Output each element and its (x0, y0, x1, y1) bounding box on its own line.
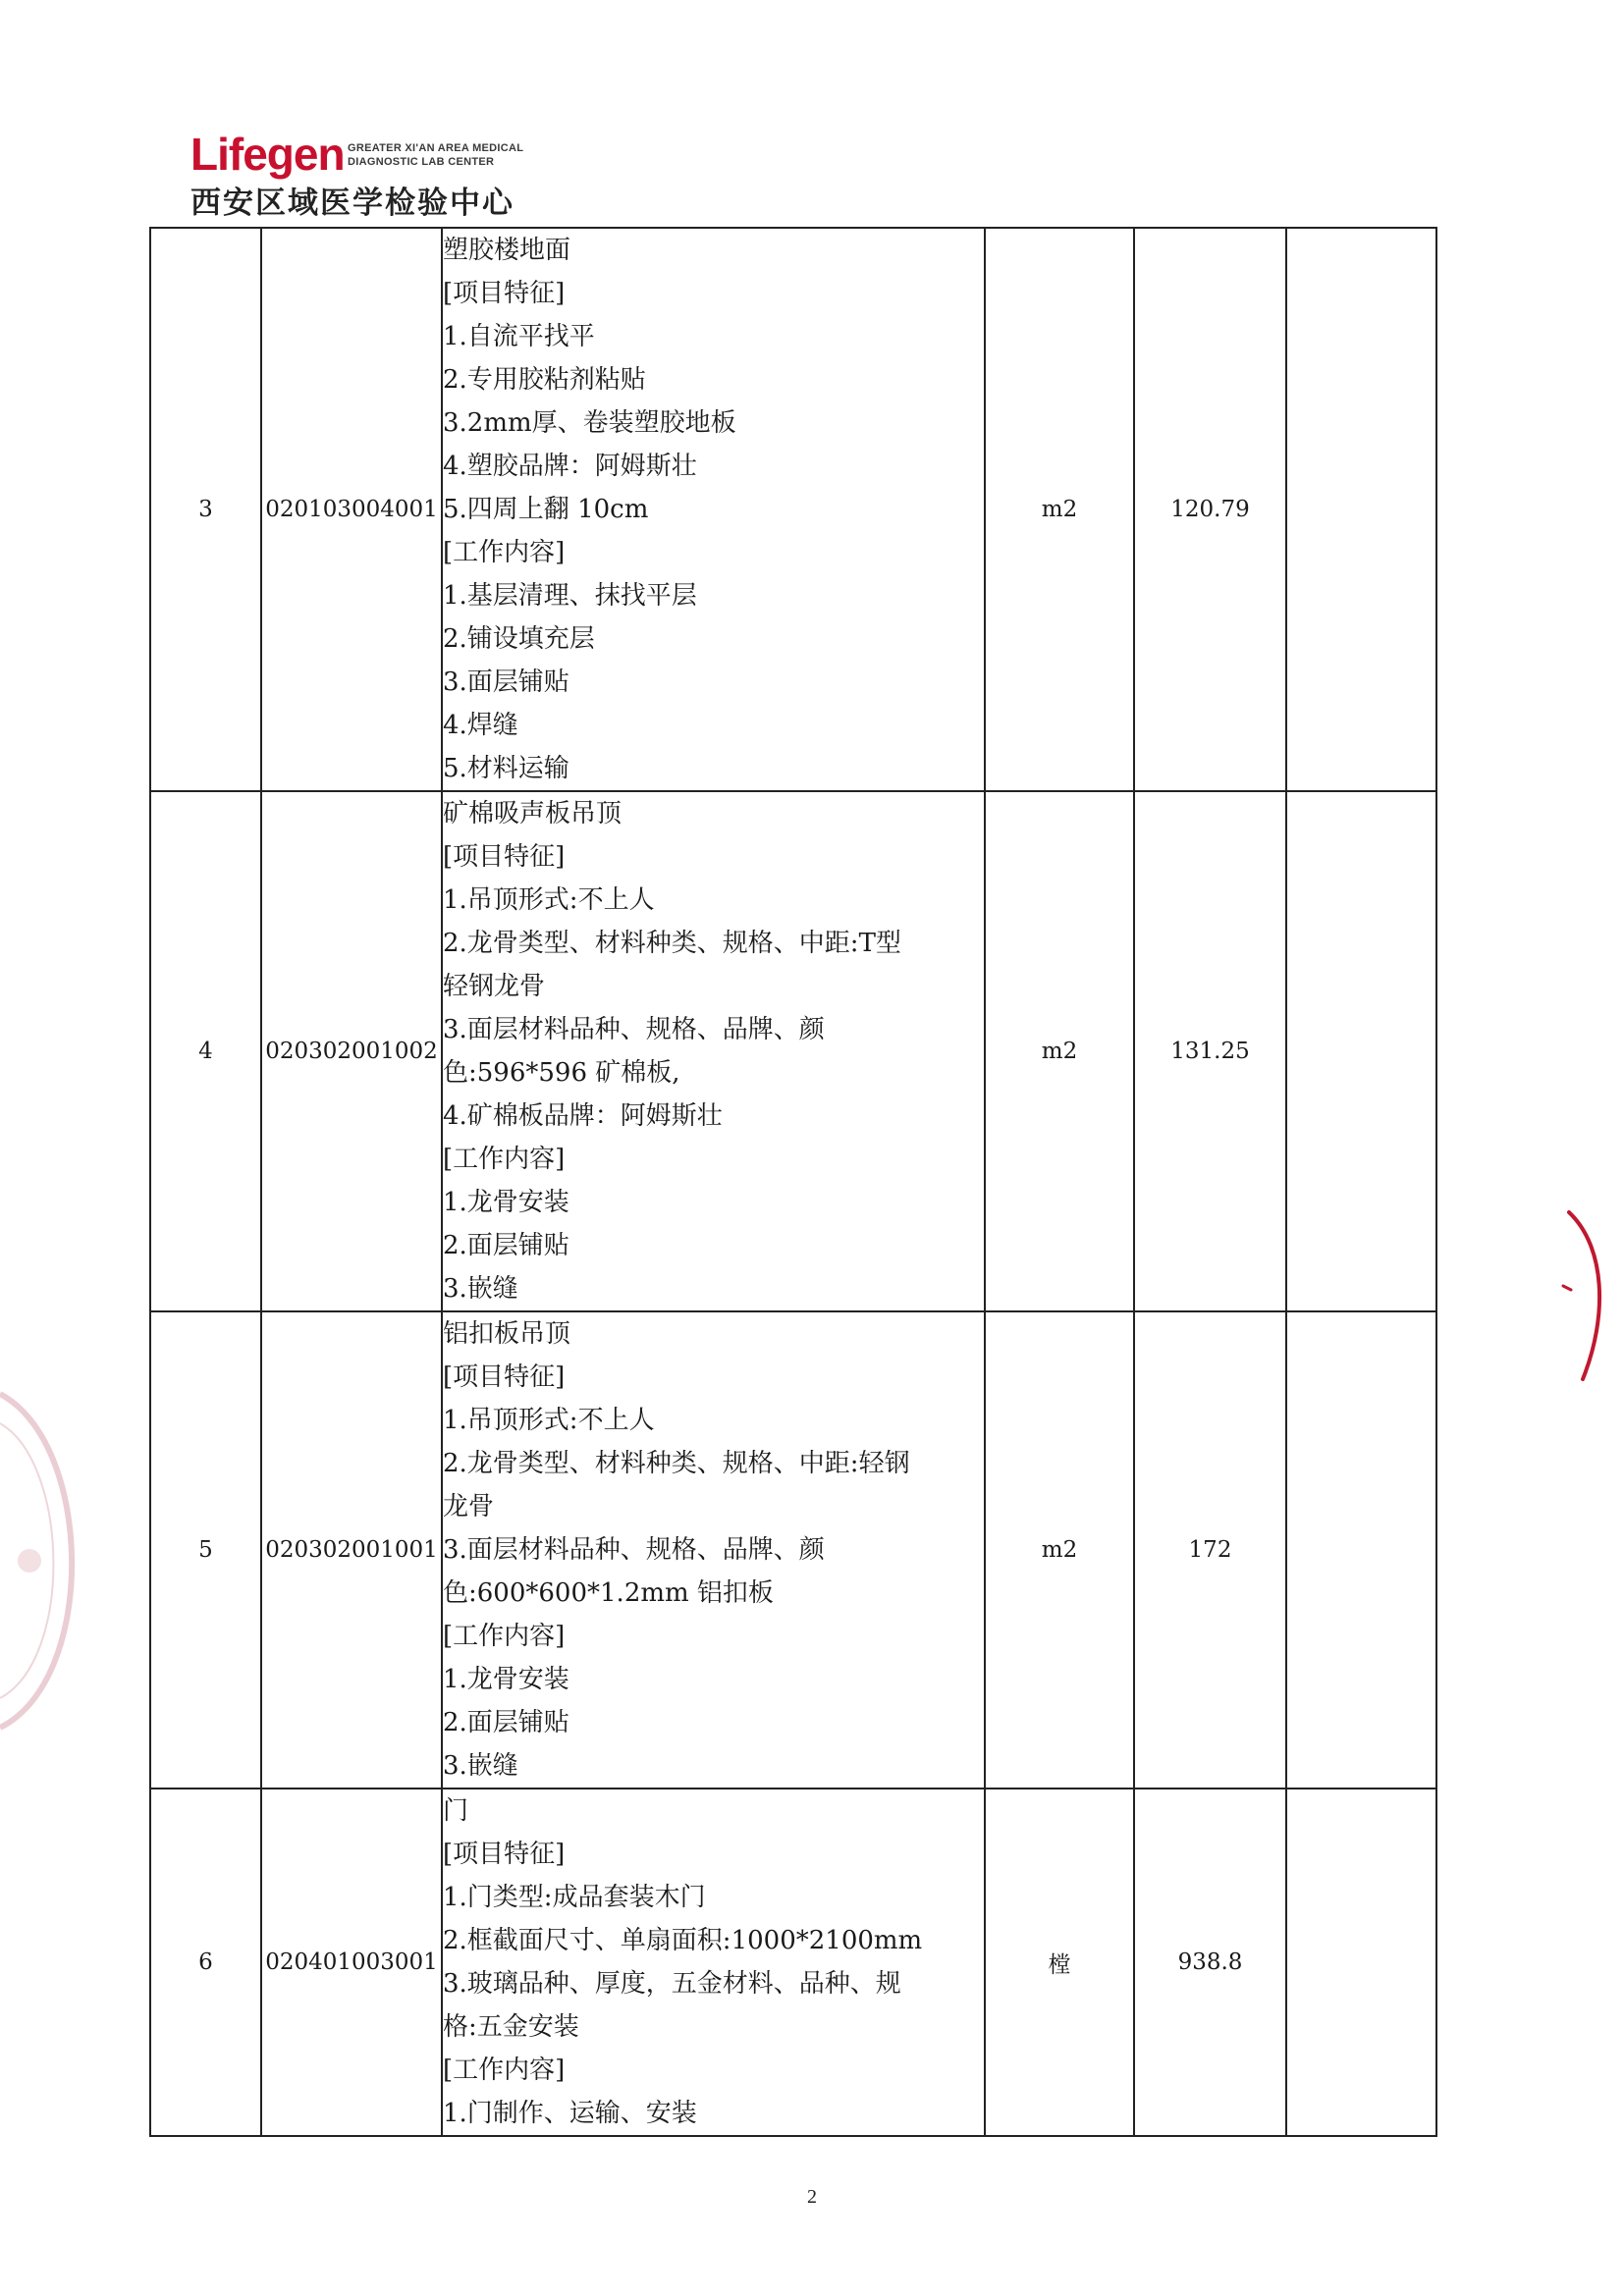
description-line: 色:596*596 矿棉板, (443, 1058, 680, 1088)
logo-chinese-name: 西安区域医学检验中心 (190, 186, 514, 221)
logo-english-line-2: DIAGNOSTIC LAB CENTER (348, 156, 495, 168)
description-line: 3.嵌缝 (443, 1751, 518, 1781)
logo-english-name (348, 141, 523, 169)
description-line: 3.面层铺贴 (443, 667, 569, 697)
description-line: [工作内容] (443, 538, 566, 567)
item-code-cell: 020302001002 (261, 791, 442, 1311)
description-line: 2.框截面尺寸、单扇面积:1000*2100mm (443, 1926, 923, 1955)
remarks-cell (1286, 228, 1436, 791)
description-line: 色:600*600*1.2mm 铝扣板 (443, 1578, 774, 1608)
item-description-cell (442, 1789, 985, 2136)
description-line: 矿棉吸声板吊顶 (443, 799, 623, 828)
table-row (150, 1311, 1436, 1789)
item-number-cell: 5 (150, 1311, 261, 1789)
table-body (150, 228, 1436, 2136)
description-line: 2.龙骨类型、材料种类、规格、中距:轻钢 (443, 1449, 910, 1478)
description-line: 1.门类型:成品套装木门 (443, 1883, 706, 1912)
description-line: 3.面层材料品种、规格、品牌、颜 (443, 1015, 825, 1044)
page-number: 2 (807, 2186, 817, 2208)
unit-cell: 樘 (985, 1789, 1134, 2136)
item-description-cell (442, 1311, 985, 1789)
bill-of-quantities-table (149, 227, 1437, 2137)
description-line: 1.吊顶形式:不上人 (443, 885, 655, 915)
description-line: 2.铺设填充层 (443, 624, 595, 654)
item-description-cell (442, 791, 985, 1311)
quantity-cell: 120.79 (1134, 228, 1286, 791)
red-pen-mark (1561, 1207, 1610, 1384)
quantity-cell: 938.8 (1134, 1789, 1286, 2136)
description-line: [项目特征] (443, 279, 566, 308)
header-logo (190, 130, 583, 224)
description-line: 2.面层铺贴 (443, 1708, 569, 1737)
description-line: 1.门制作、运输、安装 (443, 2099, 697, 2128)
description-line: 3.嵌缝 (443, 1274, 518, 1304)
description-line: 1.龙骨安装 (443, 1188, 569, 1217)
unit-cell: m2 (985, 791, 1134, 1311)
table-row (150, 228, 1436, 791)
description-line: 1.自流平找平 (443, 322, 595, 351)
description-line: [项目特征] (443, 1840, 566, 1869)
unit-cell: m2 (985, 228, 1134, 791)
item-code-cell: 020302001001 (261, 1311, 442, 1789)
description-line: 1.龙骨安装 (443, 1665, 569, 1694)
description-line: 2.面层铺贴 (443, 1231, 569, 1260)
unit-cell: m2 (985, 1311, 1134, 1789)
description-line: 5.四周上翻 10cm (443, 495, 649, 524)
item-code-cell: 020103004001 (261, 228, 442, 791)
description-line: 4.焊缝 (443, 711, 518, 740)
description-line: 4.塑胶品牌：阿姆斯壮 (443, 452, 697, 481)
table-row (150, 791, 1436, 1311)
description-line: 4.矿棉板品牌：阿姆斯壮 (443, 1101, 723, 1131)
seal-stamp-fragment (0, 1384, 98, 1737)
description-line: 铝扣板吊顶 (443, 1319, 571, 1349)
logo-english-line-1: GREATER XI'AN AREA MEDICAL (348, 142, 524, 154)
description-line: 塑胶楼地面 (443, 236, 571, 265)
quantity-cell: 172 (1134, 1311, 1286, 1789)
remarks-cell (1286, 1789, 1436, 2136)
description-line: 5.材料运输 (443, 754, 569, 783)
description-line: 1.基层清理、抹找平层 (443, 581, 697, 611)
description-line: 3.玻璃品种、厚度，五金材料、品种、规 (443, 1969, 901, 1999)
remarks-cell (1286, 791, 1436, 1311)
item-description-cell (442, 228, 985, 791)
description-line: 门 (443, 1796, 469, 1826)
item-number-cell: 3 (150, 228, 261, 791)
description-line: [工作内容] (443, 1622, 566, 1651)
description-line: [项目特征] (443, 842, 566, 872)
item-code-cell: 020401003001 (261, 1789, 442, 2136)
description-line: [工作内容] (443, 1145, 566, 1174)
description-line: 格:五金安装 (443, 2012, 579, 2042)
description-line: 龙骨 (443, 1492, 495, 1522)
quantity-cell: 131.25 (1134, 791, 1286, 1311)
description-line: 3.2mm厚、卷装塑胶地板 (443, 408, 736, 438)
description-line: 2.专用胶粘剂粘贴 (443, 365, 646, 395)
remarks-cell (1286, 1311, 1436, 1789)
item-number-cell: 6 (150, 1789, 261, 2136)
table-row (150, 1789, 1436, 2136)
description-line: 1.吊顶形式:不上人 (443, 1406, 655, 1435)
logo-brand-text: Lifegen (190, 129, 345, 180)
description-line: [项目特征] (443, 1362, 566, 1392)
description-line: [工作内容] (443, 2056, 566, 2085)
description-line: 3.面层材料品种、规格、品牌、颜 (443, 1535, 825, 1565)
description-line: 轻钢龙骨 (443, 972, 546, 1001)
description-line: 2.龙骨类型、材料种类、规格、中距:T型 (443, 929, 901, 958)
item-number-cell: 4 (150, 791, 261, 1311)
